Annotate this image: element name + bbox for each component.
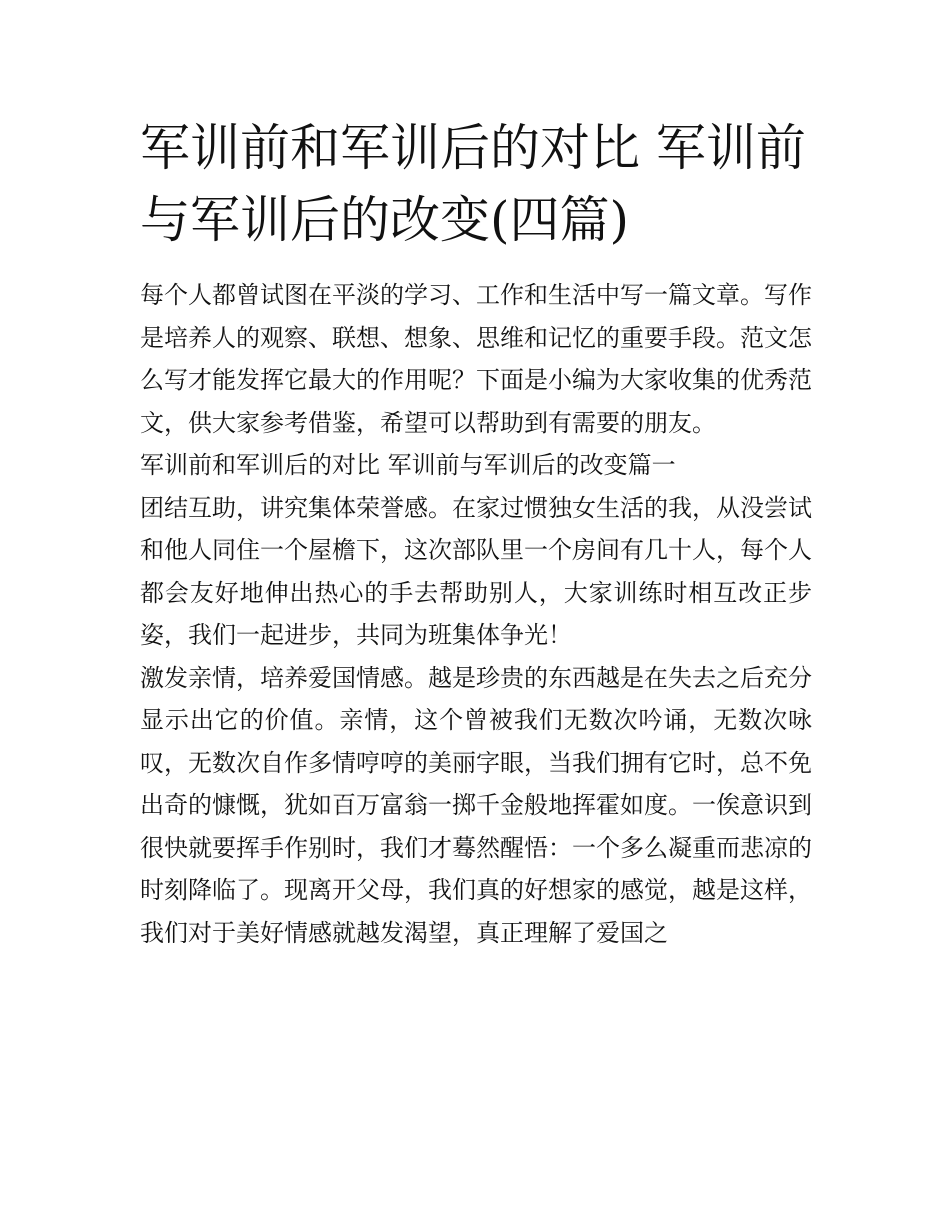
document-page — [140, 112, 812, 954]
paragraph-unity: 团结互助，讲究集体荣誉感。在家过惯独女生活的我，从没尝试和他人同住一个屋檐下，这次部队里一个房间有几十人，每个人都会友好地伸出热心的手去帮助别人，大家训练时相互改正步姿，我们一起进步，共同为班集体争光！ — [140, 493, 812, 649]
section-heading: 军训前和军训后的对比 军训前与军训后的改变篇一 — [140, 451, 676, 479]
paragraph-affection: 激发亲情，培养爱国情感。越是珍贵的东西越是在失去之后充分显示出它的价值。亲情，这个曾被我们无数次吟诵，无数次咏叹，无数次自作多情哼哼的美丽字眼，当我们拥有它时，总不免出奇的慷慨，犹如百万富翁一掷千金般地挥霍如度。一俟意识到很快就要挥手作别时，我们才蓦然醒悟：一个多么凝重而悲凉的时刻降临了。现离开父母，我们真的好想家的感觉，越是这样，我们对于美好情感就越发渴望，真正理解了爱国之 — [140, 663, 812, 947]
document-body — [140, 274, 812, 954]
paragraph-intro: 每个人都曾试图在平淡的学习、工作和生活中写一篇文章。写作是培养人的观察、联想、想象、思维和记忆的重要手段。范文怎么写才能发挥它最大的作用呢？下面是小编为大家收集的优秀范文，供大家参考借鉴，希望可以帮助到有需要的朋友。 — [140, 281, 812, 437]
document-title: 军训前和军训后的对比 军训前与军训后的改变(四篇) — [140, 119, 806, 249]
